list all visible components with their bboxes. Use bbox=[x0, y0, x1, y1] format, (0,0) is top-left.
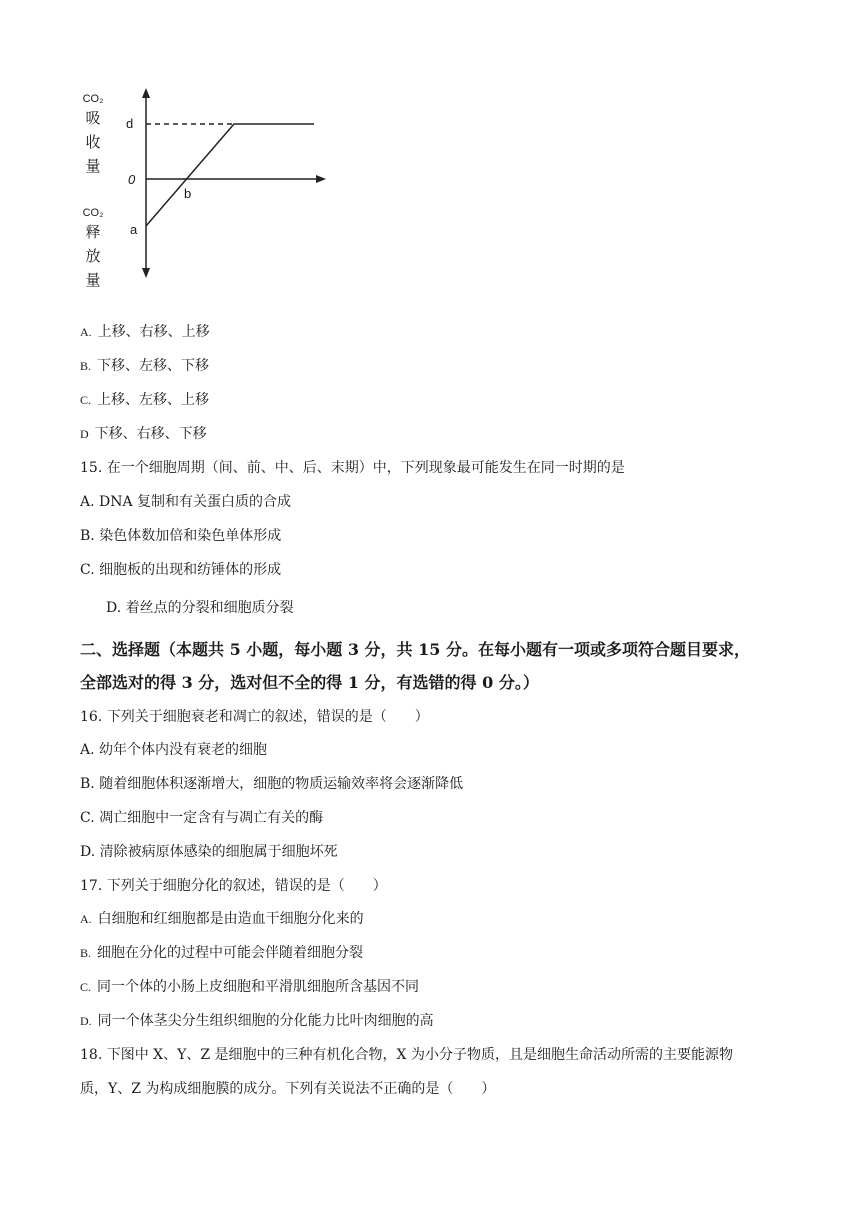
option-letter: B. bbox=[80, 359, 92, 373]
y-bottom-char-3: 量 bbox=[85, 271, 101, 289]
q16-option-d: D. 清除被病原体感染的细胞属于细胞坏死 bbox=[80, 844, 338, 860]
option-letter: B. bbox=[80, 946, 92, 960]
y-axis-arrow-up bbox=[142, 88, 150, 98]
option-text: 细胞在分化的过程中可能会伴随着细胞分裂 bbox=[97, 945, 364, 961]
label-0: 0 bbox=[128, 172, 136, 187]
y-bottom-label bbox=[80, 206, 106, 292]
q16-stem: 16. 下列关于细胞衰老和凋亡的叙述，错误的是（ ） bbox=[80, 709, 429, 725]
q16-option-c: C. 凋亡细胞中一定含有与凋亡有关的酶 bbox=[80, 810, 324, 826]
q14-option-c bbox=[80, 389, 209, 409]
option-text: 白细胞和红细胞都是由造血干细胞分化来的 bbox=[97, 911, 364, 927]
q14-option-d bbox=[80, 423, 207, 443]
option-text: 下移、左移、下移 bbox=[97, 358, 210, 374]
co2-graph-svg bbox=[80, 86, 340, 296]
y-bottom-char-2: 放 bbox=[85, 247, 101, 265]
q16-option-b: B. 随着细胞体积逐渐增大，细胞的物质运输效率将会逐渐降低 bbox=[80, 776, 464, 792]
q18-stem-line2: 质，Y、Z 为构成细胞膜的成分。下列有关说法不正确的是（ ） bbox=[80, 1081, 496, 1097]
q18-stem-line1: 18. 下图中 X、Y、Z 是细胞中的三种有机化合物，X 为小分子物质，且是细胞生命活动所需的主要能源物 bbox=[80, 1047, 733, 1063]
option-text: 上移、右移、上移 bbox=[97, 324, 210, 340]
label-a: a bbox=[130, 222, 138, 237]
q15-option-b: B. 染色体数加倍和染色单体形成 bbox=[80, 528, 282, 544]
q17-stem: 17. 下列关于细胞分化的叙述，错误的是（ ） bbox=[80, 878, 387, 894]
y-axis-arrow-down bbox=[142, 268, 150, 278]
option-letter: D. bbox=[80, 1014, 92, 1028]
label-d: d bbox=[126, 116, 134, 131]
co2-graph bbox=[80, 86, 340, 296]
q15-option-a: A. DNA 复制和有关蛋白质的合成 bbox=[80, 494, 292, 510]
option-letter: D bbox=[80, 427, 89, 441]
option-letter: C. bbox=[80, 393, 92, 407]
q17-option-d bbox=[80, 1010, 434, 1030]
q17-option-b bbox=[80, 942, 363, 962]
curve-line bbox=[146, 124, 314, 226]
q15-option-c: C. 细胞板的出现和纺锤体的形成 bbox=[80, 562, 282, 578]
option-text: 上移、左移、上移 bbox=[97, 392, 210, 408]
y-top-char-3: 量 bbox=[85, 157, 101, 175]
option-letter: A. bbox=[80, 325, 92, 339]
q16-option-a: A. 幼年个体内没有衰老的细胞 bbox=[80, 742, 268, 758]
q17-option-c bbox=[80, 976, 419, 996]
co2-sub-bottom: CO₂ bbox=[82, 207, 104, 219]
y-top-char-2: 收 bbox=[85, 133, 101, 151]
q15-stem: 15. 在一个细胞周期（间、前、中、后、末期）中，下列现象最可能发生在同一时期的是 bbox=[80, 460, 625, 476]
option-text: 同一个体的小肠上皮细胞和平滑肌细胞所含基因不同 bbox=[97, 979, 420, 995]
q17-option-a bbox=[80, 908, 364, 928]
section2-heading-line1: 二、选择题（本题共 5 小题，每小题 3 分，共 15 分。在每小题有一项或多项符合题目要求， bbox=[80, 640, 750, 659]
option-text: 下移、右移、下移 bbox=[94, 426, 207, 442]
y-bottom-char-1: 释 bbox=[85, 223, 101, 241]
x-axis-arrow bbox=[316, 175, 326, 183]
option-letter: C. bbox=[80, 980, 92, 994]
q15-option-d: D. 着丝点的分裂和细胞质分裂 bbox=[106, 600, 294, 616]
q14-option-a bbox=[80, 321, 210, 341]
y-top-char-1: 吸 bbox=[85, 109, 101, 127]
label-b: b bbox=[184, 186, 192, 201]
q14-option-b bbox=[80, 355, 209, 375]
y-top-label bbox=[80, 92, 106, 178]
co2-sub-top: CO₂ bbox=[82, 93, 104, 105]
option-letter: A. bbox=[80, 912, 92, 926]
section2-heading-line2: 全部选对的得 3 分，选对但不全的得 1 分，有选错的得 0 分。） bbox=[80, 673, 539, 692]
option-text: 同一个体茎尖分生组织细胞的分化能力比叶肉细胞的高 bbox=[97, 1013, 434, 1029]
